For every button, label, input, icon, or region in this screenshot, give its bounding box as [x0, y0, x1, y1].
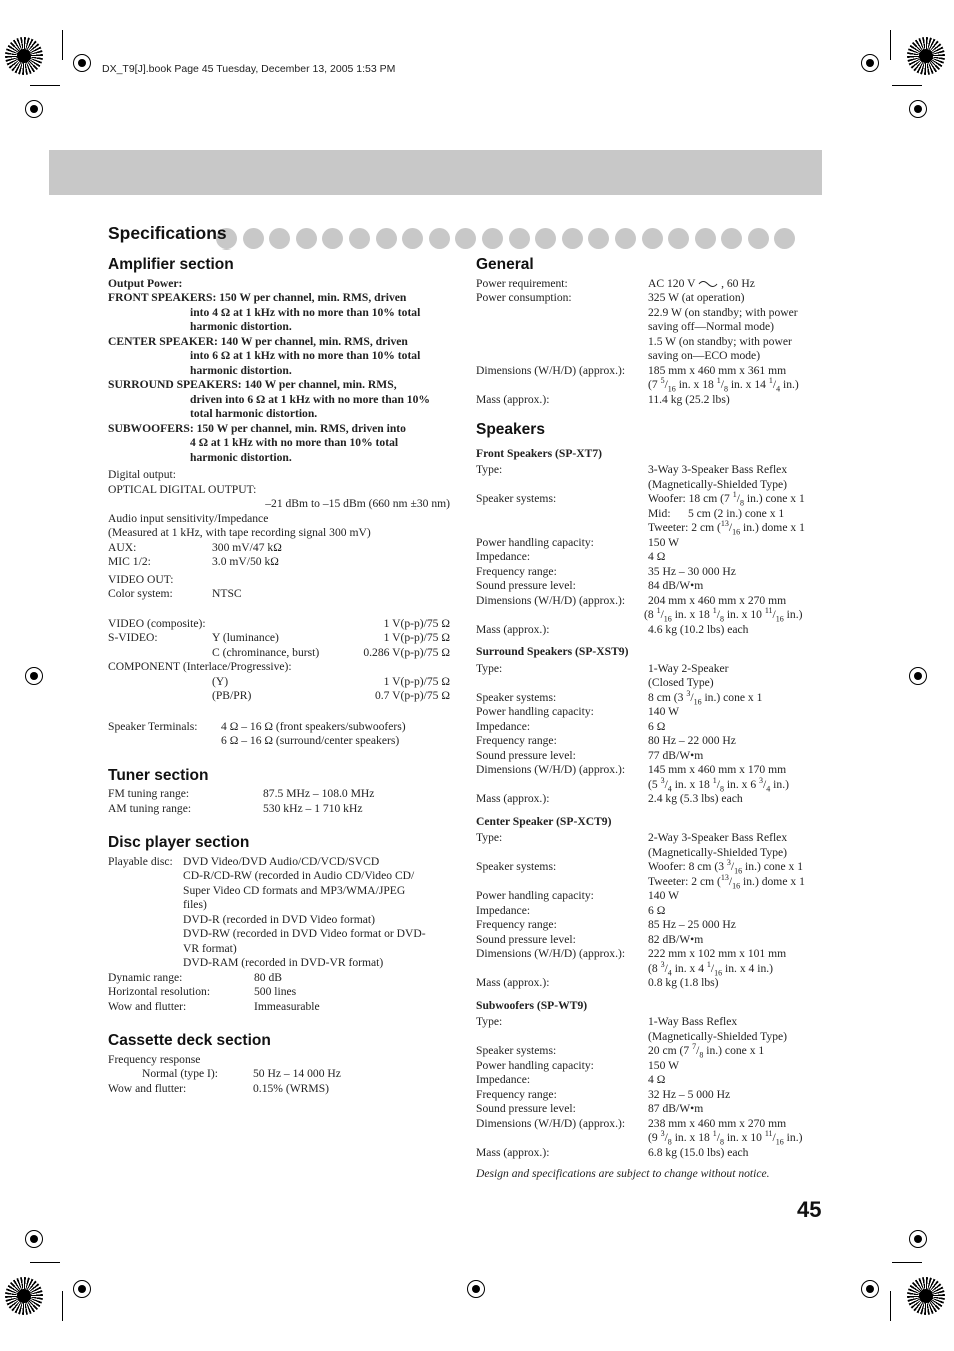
- dynamic-row: Dynamic range: 80 dB: [108, 970, 283, 984]
- output-power-label: Output Power:: [108, 276, 183, 290]
- spec-line: Tweeter: 2 cm ($^{13}/_{16}$ in.) dome x 1: [648, 872, 805, 890]
- power-cons-line: 22.9 W (on standby; with power: [648, 305, 798, 319]
- disclaimer-note: Design and specifications are subject to change without notice.: [476, 1167, 770, 1180]
- ac-wave-icon: [698, 279, 718, 288]
- frequency-response-label: Frequency response: [108, 1052, 201, 1066]
- spec-line: (5 $^3/_4$ in. x 18 $^1/_8$ in. x 6 $^3/_4$ in.): [648, 775, 789, 793]
- spec-row: Frequency range: 85 Hz – 25 000 Hz: [476, 918, 736, 931]
- spec-row: Power handling capacity: 140 W: [476, 889, 680, 902]
- horizontal-row: Horizontal resolution: 500 lines: [108, 985, 297, 998]
- spec-row: Frequency range: 80 Hz – 22 000 Hz: [476, 734, 736, 747]
- playable-row: Playable disc: DVD Video/DVD Audio/CD/VCD/SVCD: [108, 854, 380, 868]
- spec-row: Power handling capacity: 150 W: [476, 1058, 680, 1072]
- svideo-y-row: S-VIDEO: Y (luminance) 1 V(p-p)/75 Ω: [108, 631, 450, 644]
- spec-row: Dimensions (W/H/D) (approx.): 145 mm x 460 mm x 170 mm: [476, 763, 787, 776]
- general-heading: General: [476, 256, 534, 273]
- spec-line: (Magnetically-Shielded Type): [648, 477, 788, 491]
- measured-note: (Measured at 1 kHz, with tape recording signal 300 mV): [108, 526, 371, 539]
- header-band: [49, 150, 822, 195]
- crop-mark: [62, 1291, 63, 1321]
- crosshair-target-icon: [73, 1280, 91, 1298]
- registration-wheel-icon: [5, 37, 43, 75]
- general-mass-row: Mass (approx.): 11.4 kg (25.2 lbs): [476, 392, 730, 406]
- right-column: [476, 258, 826, 1182]
- spec-row: Mass (approx.): 6.8 kg (15.0 lbs) each: [476, 1145, 749, 1159]
- front-speakers-heading: Front Speakers (SP-XT7): [476, 446, 603, 460]
- speaker-terminals-row: 6 Ω – 16 Ω (surround/center speakers): [221, 734, 400, 747]
- spec-sub-line: SUBWOOFERS: 150 W per channel, min. RMS, driven into: [108, 421, 406, 435]
- spec-sub-line: 4 Ω at 1 kHz with no more than 10% total: [190, 436, 399, 449]
- playable-line: DVD-RAM (recorded in DVD-VR format): [183, 956, 384, 969]
- speaker-terminals-row: Speaker Terminals: 4 Ω – 16 Ω (front speakers/subwoofers): [108, 719, 406, 733]
- crop-mark: [30, 85, 60, 86]
- spec-line: Tweeter: 2 cm ($^{13}/_{16}$ in.) dome x 1: [648, 519, 805, 537]
- svideo-c-row: C (chrominance, burst) 0.286 V(p-p)/75 Ω: [212, 645, 450, 659]
- spec-row: Impedance: 4 Ω: [476, 550, 666, 563]
- spec-row: Mass (approx.): 2.4 kg (5.3 lbs) each: [476, 792, 743, 805]
- spec-row: Frequency range: 35 Hz – 30 000 Hz: [476, 564, 736, 578]
- power-cons-line: 1.5 W (on standby; with power: [648, 334, 792, 348]
- registration-wheel-icon: [907, 1277, 945, 1315]
- component-pbpr-row: (PB/PR) 0.7 V(p-p)/75 Ω: [212, 689, 450, 702]
- playable-line: DVD-R (recorded in DVD Video format): [183, 912, 375, 926]
- crosshair-target-icon: [909, 100, 927, 118]
- spec-center-line: CENTER SPEAKER: 140 W per channel, min. RMS, driven: [108, 334, 408, 348]
- spec-row: Type: 1-Way Bass Reflex: [476, 1015, 738, 1028]
- spec-row: Mass (approx.): 4.6 kg (10.2 lbs) each: [476, 622, 749, 636]
- power-cons-line: saving on—ECO mode): [648, 349, 761, 362]
- spec-row: Sound pressure level: 82 dB/W•m: [476, 932, 704, 946]
- spec-row: Dimensions (W/H/D) (approx.): 222 mm x 102 mm x 101 mm: [476, 947, 787, 960]
- crop-mark: [30, 1262, 60, 1263]
- crosshair-target-icon: [909, 667, 927, 685]
- optical-label: OPTICAL DIGITAL OUTPUT:: [108, 482, 257, 496]
- spec-surround-line: driven into 6 Ω at 1 kHz with no more than 10%: [190, 392, 430, 406]
- amplifier-heading: Amplifier section: [108, 256, 234, 273]
- spec-sub-line: harmonic distortion.: [190, 450, 292, 464]
- page-title: Specifications: [108, 223, 227, 243]
- spec-center-line: harmonic distortion.: [190, 363, 292, 377]
- spec-row: Mass (approx.): 0.8 kg (1.8 lbs): [476, 976, 719, 989]
- spec-row: Type: 3-Way 3-Speaker Bass Reflex: [476, 463, 788, 476]
- playable-line: DVD-RW (recorded in DVD Video format or DVD-: [183, 927, 426, 940]
- registration-wheel-icon: [907, 37, 945, 75]
- spec-surround-line: SURROUND SPEAKERS: 140 W per channel, min. RMS,: [108, 378, 397, 391]
- mic-row: MIC 1/2: 3.0 mV/50 kΩ: [108, 555, 279, 568]
- general-dims-row: Dimensions (W/H/D) (approx.): 185 mm x 460 mm x 361 mm: [476, 363, 787, 377]
- crosshair-target-icon: [861, 1280, 879, 1298]
- spec-row: Power handling capacity: 140 W: [476, 705, 680, 718]
- component-y-row: (Y) 1 V(p-p)/75 Ω: [212, 674, 450, 688]
- video-out-label: VIDEO OUT:: [108, 572, 174, 586]
- disc-heading: Disc player section: [108, 834, 250, 851]
- spec-row: Speaker systems: 20 cm (7 $^7/_8$ in.) cone x 1: [476, 1042, 765, 1060]
- crosshair-target-icon: [909, 1230, 927, 1248]
- file-info-header: DX_T9[J].book Page 45 Tuesday, December 13, 2005 1:53 PM: [102, 63, 396, 75]
- registration-wheel-icon: [5, 1277, 43, 1315]
- playable-line: CD-R/CD-RW (recorded in Audio CD/Video CD/: [183, 869, 415, 882]
- general-dims-inches: (7 $^5/_{16}$ in. x 18 $^1/_8$ in. x 14 $^1/_4$ in.): [648, 376, 799, 394]
- cassette-wow-row: Wow and flutter: 0.15% (WRMS): [108, 1081, 329, 1095]
- spec-row: Dimensions (W/H/D) (approx.): 238 mm x 460 mm x 270 mm: [476, 1116, 787, 1130]
- color-system-row: Color system: NTSC: [108, 587, 242, 600]
- fm-row: FM tuning range: 87.5 MHz – 108.0 MHz: [108, 787, 375, 800]
- crosshair-target-icon: [25, 100, 43, 118]
- power-consumption-row: Power consumption: 325 W (at operation): [476, 291, 745, 304]
- disc-wow-row: Wow and flutter: Immeasurable: [108, 999, 320, 1013]
- power-cons-line: saving off—Normal mode): [648, 320, 775, 333]
- crosshair-target-icon: [73, 54, 91, 72]
- spec-line: (Closed Type): [648, 676, 714, 689]
- spec-row: Impedance: 6 Ω: [476, 719, 666, 733]
- speakers-heading: Speakers: [476, 421, 545, 438]
- spec-surround-line: total harmonic distortion.: [190, 407, 318, 420]
- spec-row: Speaker systems: Woofer: 8 cm (3 $^3/_{16}$ in.) cone x 1: [476, 858, 804, 876]
- normal-row: Normal (type I): 50 Hz – 14 000 Hz: [142, 1067, 341, 1080]
- spec-row: Type: 2-Way 3-Speaker Bass Reflex: [476, 831, 788, 844]
- spec-line: (Magnetically-Shielded Type): [648, 1029, 788, 1043]
- spec-row: Sound pressure level: 84 dB/W•m: [476, 579, 704, 592]
- playable-line: Super Video CD formats and MP3/WMA/JPEG: [183, 883, 406, 897]
- crop-mark: [890, 1291, 891, 1321]
- component-label: COMPONENT (Interlace/Progressive):: [108, 660, 292, 673]
- title-dot-rule: [216, 228, 822, 250]
- spec-row: Sound pressure level: 87 dB/W•m: [476, 1102, 704, 1115]
- spec-front-line: into 4 Ω at 1 kHz with no more than 10% total: [190, 305, 421, 319]
- spec-line: (8 $^3/_4$ in. x 4 $^1/_{16}$ in. x 4 in.): [648, 959, 774, 977]
- aux-row: AUX: 300 mV/47 kΩ: [108, 540, 282, 554]
- spec-row: Dimensions (W/H/D) (approx.): 204 mm x 460 mm x 270 mm: [476, 593, 787, 607]
- crop-mark: [892, 1262, 922, 1263]
- page-number: 45: [797, 1197, 822, 1222]
- spec-row: Sound pressure level: 77 dB/W•m: [476, 748, 704, 762]
- spec-row: Impedance: 6 Ω: [476, 903, 666, 917]
- spec-line: (9 $^3/_8$ in. x 18 $^1/_8$ in. x 10 $^{11}/_{16}$ in.): [648, 1129, 803, 1147]
- crosshair-target-icon: [467, 1280, 485, 1298]
- tuner-heading: Tuner section: [108, 766, 209, 784]
- video-composite-row: VIDEO (composite): 1 V(p-p)/75 Ω: [108, 616, 450, 630]
- spec-front-line: harmonic distortion.: [190, 320, 292, 333]
- subwoofers-heading: Subwoofers (SP-WT9): [476, 998, 588, 1012]
- playable-line: VR format): [183, 941, 237, 955]
- spec-front-line: FRONT SPEAKERS: 150 W per channel, min. RMS, driven: [108, 291, 407, 304]
- playable-line: files): [183, 898, 207, 911]
- center-speaker-heading: Center Speaker (SP-XCT9): [476, 814, 612, 828]
- cassette-heading: Cassette deck section: [108, 1032, 271, 1049]
- spec-row: Type: 1-Way 2-Speaker: [476, 661, 729, 675]
- crop-mark: [62, 30, 63, 60]
- spec-row: Power handling capacity: 150 W: [476, 535, 680, 549]
- audio-input-label: Audio input sensitivity/Impedance: [108, 511, 269, 525]
- surround-speakers-heading: Surround Speakers (SP-XST9): [476, 645, 629, 658]
- power-requirement-row: Power requirement: AC 120 V , 60 Hz: [476, 276, 755, 290]
- spec-line: (8 $^1/_{16}$ in. x 18 $^1/_8$ in. x 10 $^{11}/_{16}$ in.): [644, 606, 803, 624]
- crosshair-target-icon: [25, 667, 43, 685]
- spec-row: Frequency range: 32 Hz – 5 000 Hz: [476, 1087, 731, 1101]
- spec-row: Speaker systems: Woofer: 18 cm (7 $^1/_8$ in.) cone x 1: [476, 490, 805, 508]
- crop-mark: [892, 85, 922, 86]
- spec-row: Impedance: 4 Ω: [476, 1073, 666, 1086]
- spec-row: Speaker systems: 8 cm (3 $^3/_{16}$ in.) cone x 1: [476, 688, 763, 706]
- optical-value: –21 dBm to –15 dBm (660 nm ±30 nm): [265, 497, 450, 510]
- crop-mark: [890, 30, 891, 60]
- left-column: [108, 258, 450, 1096]
- spec-line: Mid: 5 cm (2 in.) cone x 1: [648, 506, 785, 520]
- spec-line: (Magnetically-Shielded Type): [648, 845, 788, 859]
- crosshair-target-icon: [861, 54, 879, 72]
- spec-center-line: into 6 Ω at 1 kHz with no more than 10% total: [190, 349, 421, 362]
- digital-output-label: Digital output:: [108, 468, 176, 481]
- am-row: AM tuning range: 530 kHz – 1 710 kHz: [108, 801, 363, 815]
- crosshair-target-icon: [25, 1230, 43, 1248]
